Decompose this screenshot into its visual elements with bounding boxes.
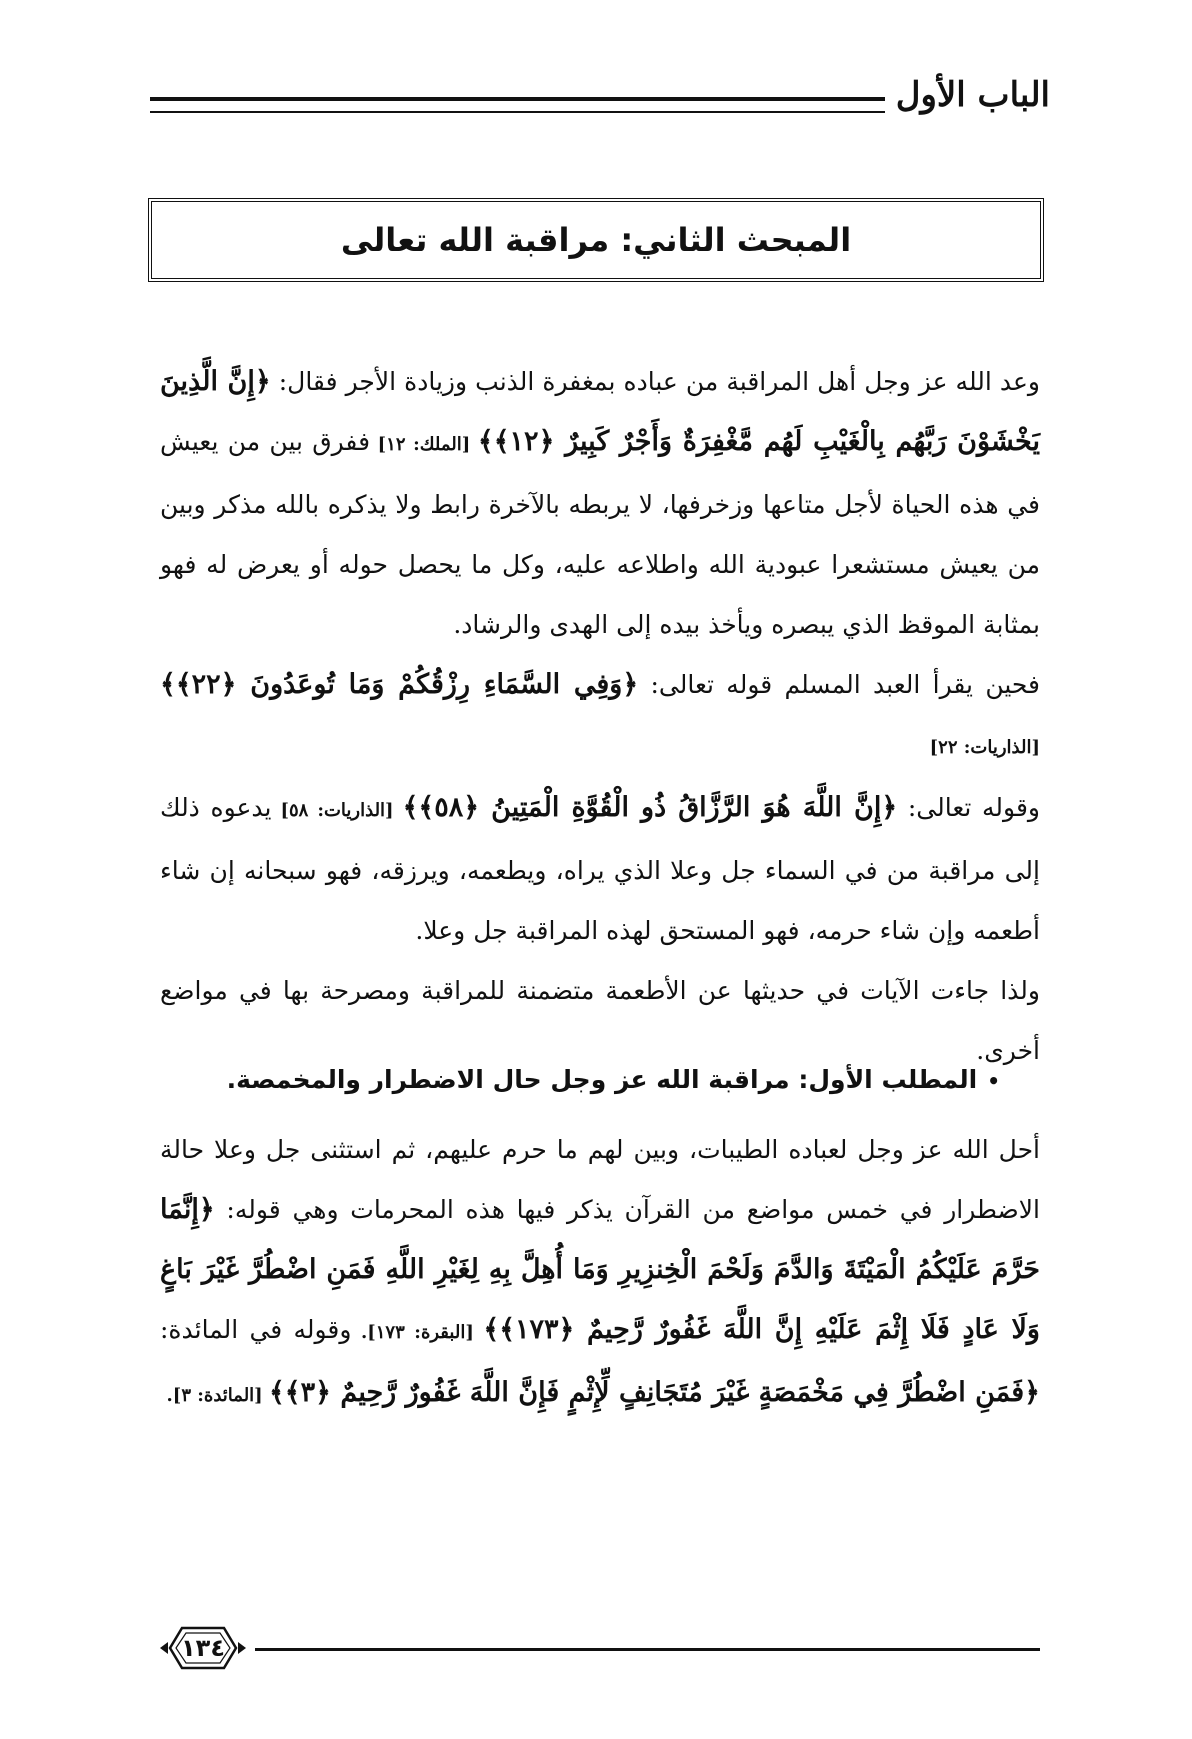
paragraph-3 (160, 778, 1040, 961)
p1-text: وعد الله عز وجل أهل المراقبة من عباده بمغفرة الذنب وزيادة الأجر فقال: (270, 367, 1040, 396)
subsection-title: المطلب الأول: مراقبة الله عز وجل حال الاضطرار والمخمصة. (226, 1065, 978, 1094)
chapter-title: الباب الأول (895, 75, 1050, 115)
section-title: المبحث الثاني: مراقبة الله تعالى (340, 221, 852, 259)
p1-quran-verse: ﴿إِنَّ الَّذِينَ يَخْشَوْنَ رَبَّهُم بِالْغَيْبِ لَهُم مَّغْفِرَةٌ وَأَجْرٌ كَبِيرٌ ﴿١٢﴾﴾ (160, 366, 1040, 457)
page-header (150, 75, 1050, 125)
section-title-box (148, 198, 1044, 282)
p3-rest: يدعوه ذلك إلى مراقبة من في السماء جل وعلا الذي يراه، ويطعمه، ويرزقه، فهو سبحانه إن شاء أطعمه وإن شاء حرمه، فهو المستحق لهذه المراقبة جل وعلا. (160, 793, 1040, 945)
p3-verse-reference: [الذاريات: ٥٨] (271, 800, 403, 821)
page-number-badge (160, 1620, 246, 1676)
p1-rest: ففرق بين من يعيش في هذه الحياة لأجل متاعها وزخرفها، لا يربطه بالآخرة رابط ولا يذكره بالله مذكر وبين من يعيش مستشعرا عبودية الله واطلاعه عليه، وكل ما يحصل حوله أو يعرض له فهو بمثابة الموقظ الذي يبصره ويأخذ بيده إلى الهدى والرشاد. (160, 427, 1040, 639)
page-footer (160, 1620, 1040, 1680)
p5-mid: وقوله في المائدة: (160, 1315, 352, 1344)
bullet-icon: • (987, 1069, 1000, 1093)
p2-verse-reference: [الذاريات: ٢٢] (929, 737, 1040, 758)
p1-verse-reference: [الملك: ١٢] (370, 434, 478, 455)
paragraph-5 (160, 1120, 1040, 1426)
footer-rule (255, 1648, 1040, 1651)
page-number: ١٣٤ (181, 1634, 225, 1662)
p3-quran-verse: ﴿إِنَّ اللَّهَ هُوَ الرَّزَّاقُ ذُو الْقُوَّةِ الْمَتِينُ ﴿٥٨﴾﴾ (402, 792, 898, 823)
p5-verse-reference-2: [المائدة: ٣]. (166, 1385, 269, 1406)
paragraph-2 (160, 655, 1040, 778)
p5-text: أحل الله عز وجل لعباده الطيبات، وبين لهم ما حرم عليهم، ثم استثنى جل وعلا حالة الاضطرار في خمس مواضع من القرآن يذكر فيها هذه المحرمات وهي قوله: (160, 1135, 1040, 1224)
p4-text: ولذا جاءت الآيات في حديثها عن الأطعمة متضمنة للمراقبة ومصرحة بها في مواضع أخرى. (160, 976, 1040, 1065)
body-text (160, 352, 1040, 1081)
p5-quran-verse: ﴿إِنَّمَا حَرَّمَ عَلَيْكُمُ الْمَيْتَةَ وَالدَّمَ وَلَحْمَ الْخِنزِيرِ وَمَا أُهِلَّ بِهِ لِغَيْرِ اللَّهِ فَمَنِ اضْطُرَّ غَيْرَ بَاغٍ وَلَا عَادٍ فَلَا إِثْمَ عَلَيْهِ إِنَّ اللَّهَ غَفُورٌ رَّحِيمٌ ﴿١٧٣﴾﴾ (160, 1194, 1040, 1345)
p2-quran-verse: ﴿وَفِي السَّمَاءِ رِزْقُكُمْ وَمَا تُوعَدُونَ ﴿٢٢﴾﴾ (160, 669, 639, 700)
p3-text: وقوله تعالى: (897, 793, 1040, 822)
body-text-2 (160, 1120, 1040, 1426)
p5-verse-reference: [البقرة: ١٧٣]. (351, 1322, 484, 1343)
header-rule (150, 97, 885, 113)
p5-quran-verse-2: ﴿فَمَنِ اضْطُرَّ فِي مَخْمَصَةٍ غَيْرَ مُتَجَانِفٍ لِّإِثْمٍ فَإِنَّ اللَّهَ غَفُورٌ رَّحِيمٌ ﴿٣﴾﴾ (268, 1377, 1040, 1408)
subsection-heading (160, 1065, 1040, 1094)
p2-text: فحين يقرأ العبد المسلم قوله تعالى: (638, 670, 1040, 699)
paragraph-4 (160, 961, 1040, 1081)
paragraph-1 (160, 352, 1040, 655)
